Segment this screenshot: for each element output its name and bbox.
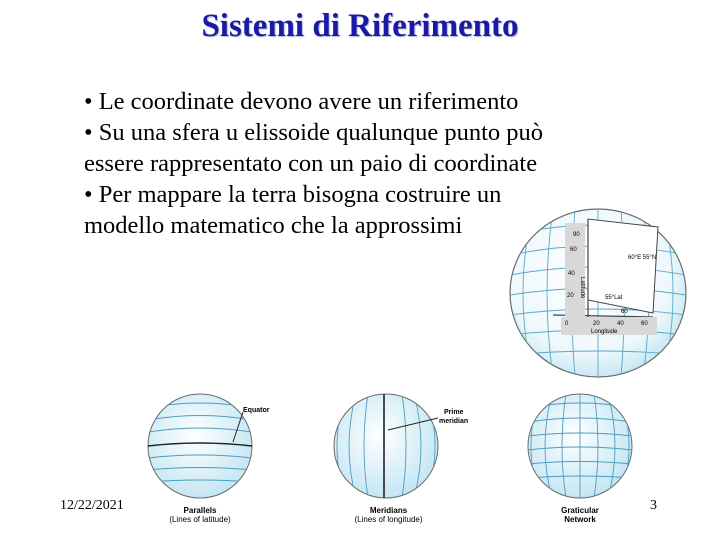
lat-axis-label: Latitude: [579, 277, 585, 299]
bullet-item: • Su una sfera u elissoide qualunque punto può essere rappresentato con un paio di coordinate: [84, 119, 544, 177]
lon-label: 60: [641, 321, 648, 327]
slide-date: 12/22/2021: [60, 498, 124, 513]
equator-label: Equator: [243, 407, 270, 414]
parallels-globe: [135, 386, 285, 501]
bullet-item: • Per mappare la terra bisogna costruire un modello matematico che la approssimi: [84, 181, 502, 239]
bullet-list: [84, 86, 544, 241]
lat-marker-label: 55°Lat: [605, 295, 623, 301]
point-label: 60°E 55°N: [628, 255, 657, 261]
bullet-item: • Le coordinate devono avere un riferimento: [84, 88, 519, 115]
slide-number: 3: [650, 498, 657, 513]
graticule-figure: [520, 386, 640, 524]
lat-label: 60: [570, 247, 577, 253]
coordinate-globe: [503, 205, 693, 380]
coordinate-globe-figure: [503, 205, 693, 380]
parallels-subcaption: (Lines of latitude): [169, 515, 231, 524]
meridians-subcaption: (Lines of longitude): [354, 515, 423, 524]
lat-top-label: 90: [573, 232, 580, 238]
lat-label: 40: [568, 271, 575, 277]
lon-marker-label: 60: [621, 309, 628, 315]
meridians-caption: Meridians: [369, 506, 408, 515]
parallels-caption: Parallels: [183, 506, 217, 515]
lon-label: 0: [565, 321, 569, 327]
graticule-subcaption: Network: [564, 515, 596, 524]
meridians-globe: [326, 386, 476, 501]
meridians-figure: [326, 386, 476, 524]
prime-meridian-label: meridian: [439, 418, 469, 425]
lon-label: 40: [617, 321, 624, 327]
slide-title: Sistemi di Riferimento: [201, 8, 519, 44]
prime-meridian-label: Prime: [444, 409, 464, 416]
graticule-globe: [520, 386, 640, 501]
lon-label: 20: [593, 321, 600, 327]
lon-axis-label: Longitude: [591, 329, 618, 335]
graticule-caption: Graticular: [561, 506, 599, 515]
parallels-figure: [135, 386, 285, 524]
lat-label: 20: [567, 293, 574, 299]
